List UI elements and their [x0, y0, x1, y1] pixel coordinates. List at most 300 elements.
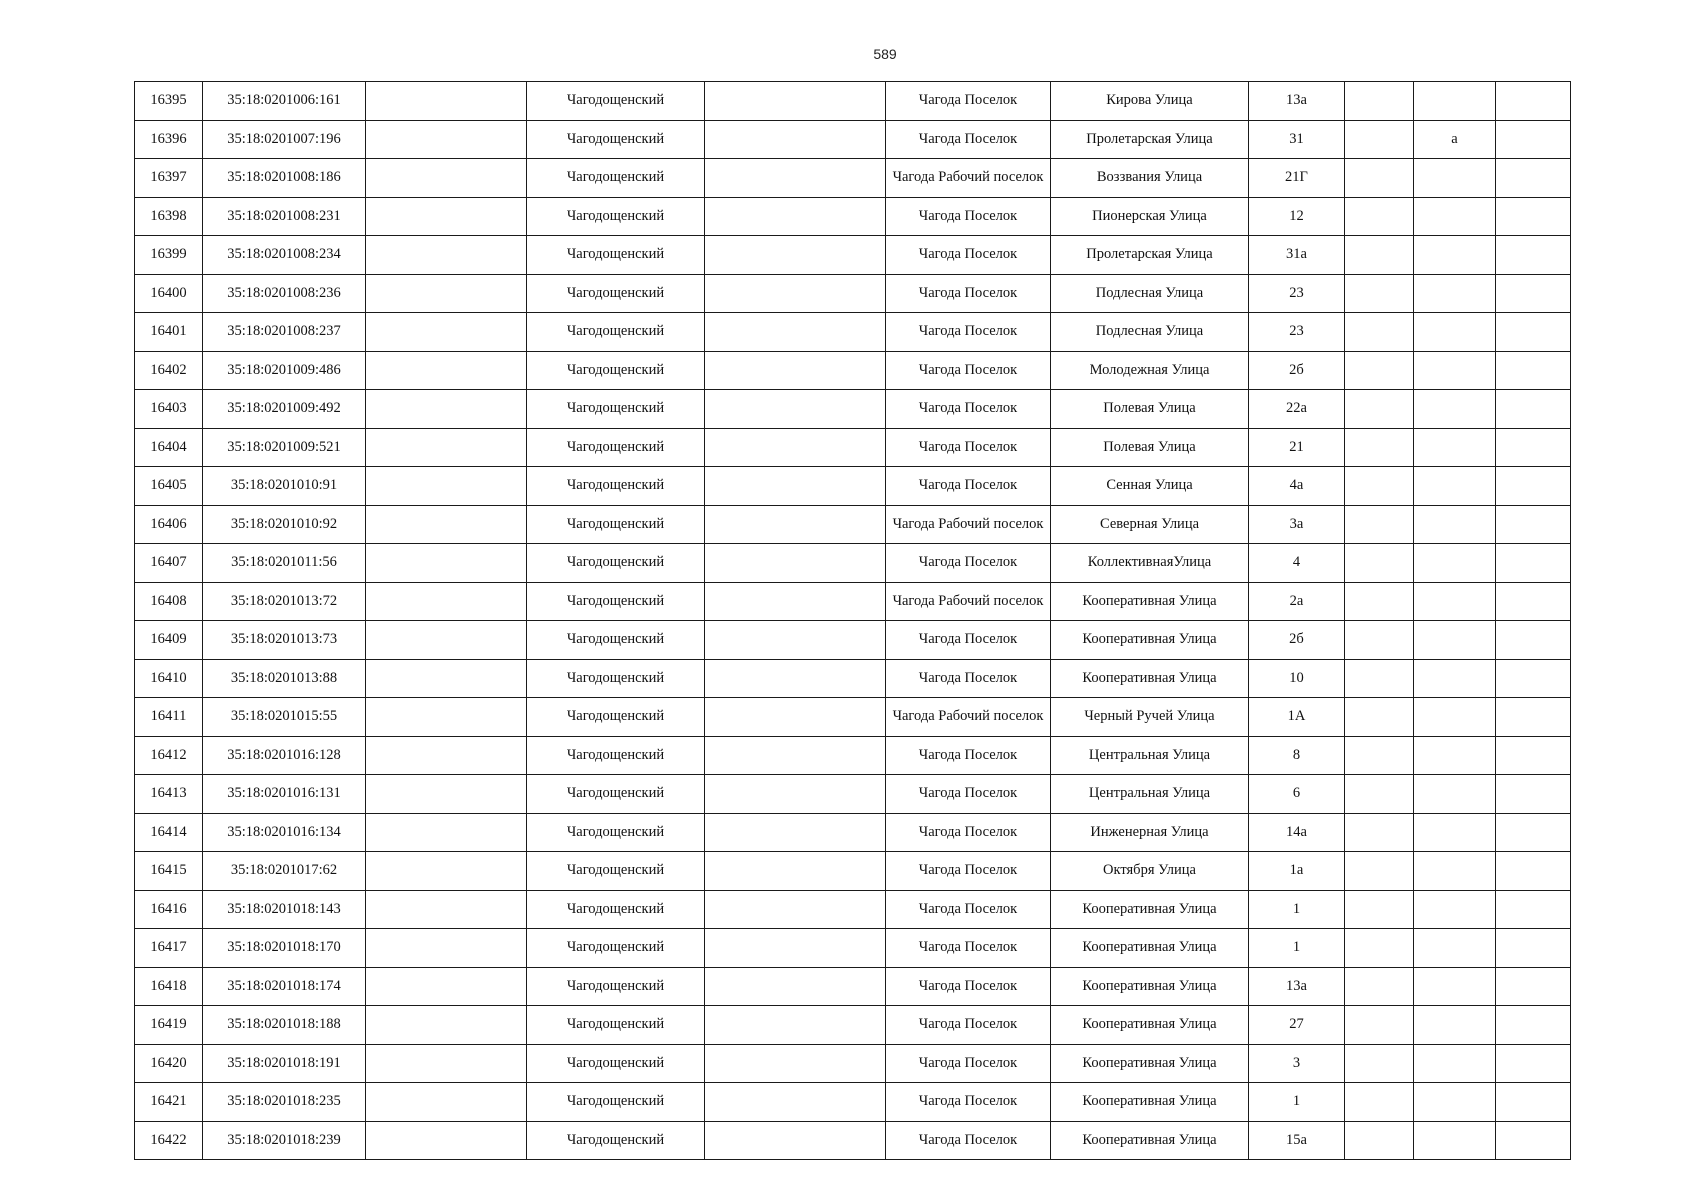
- cell-district: Чагодощенский: [527, 736, 705, 775]
- cell-street: Кооперативная Улица: [1051, 890, 1249, 929]
- cell-building-letter: [1414, 1044, 1496, 1083]
- cell-empty: [1496, 967, 1571, 1006]
- cell-district: Чагодощенский: [527, 929, 705, 968]
- cell-cadastral-number: 35:18:0201009:486: [203, 351, 366, 390]
- cell-empty: [366, 967, 527, 1006]
- cell-locality: Чагода Поселок: [886, 659, 1051, 698]
- cell-house-number: 4: [1249, 544, 1345, 583]
- cell-record-number: 16399: [135, 236, 203, 275]
- cell-empty: [366, 736, 527, 775]
- cell-empty: [705, 1006, 886, 1045]
- cell-house-number: 8: [1249, 736, 1345, 775]
- cell-locality: Чагода Поселок: [886, 1044, 1051, 1083]
- cell-empty: [705, 967, 886, 1006]
- cell-house-number: 3: [1249, 1044, 1345, 1083]
- cell-empty: [1496, 1083, 1571, 1122]
- cell-empty: [366, 313, 527, 352]
- cell-record-number: 16412: [135, 736, 203, 775]
- cell-empty: [1496, 390, 1571, 429]
- cell-building-letter: [1414, 736, 1496, 775]
- cell-empty: [366, 582, 527, 621]
- cell-record-number: 16420: [135, 1044, 203, 1083]
- table-row: [135, 1006, 1571, 1045]
- cell-building-letter: [1414, 544, 1496, 583]
- cell-district: Чагодощенский: [527, 852, 705, 891]
- cell-district: Чагодощенский: [527, 967, 705, 1006]
- cell-street: Кооперативная Улица: [1051, 967, 1249, 1006]
- cell-cadastral-number: 35:18:0201008:237: [203, 313, 366, 352]
- cell-street: Кооперативная Улица: [1051, 582, 1249, 621]
- cell-empty: [1345, 544, 1414, 583]
- table-row: [135, 428, 1571, 467]
- cell-empty: [705, 621, 886, 660]
- cell-district: Чагодощенский: [527, 82, 705, 121]
- table-row: [135, 120, 1571, 159]
- cell-empty: [1345, 967, 1414, 1006]
- cell-empty: [1496, 197, 1571, 236]
- table-row: [135, 236, 1571, 275]
- cell-empty: [1345, 236, 1414, 275]
- cell-house-number: 13а: [1249, 82, 1345, 121]
- cell-empty: [366, 428, 527, 467]
- cell-empty: [705, 313, 886, 352]
- cell-building-letter: а: [1414, 120, 1496, 159]
- cell-street: Подлесная Улица: [1051, 274, 1249, 313]
- cell-locality: Чагода Рабочий поселок: [886, 582, 1051, 621]
- cell-district: Чагодощенский: [527, 659, 705, 698]
- cell-locality: Чагода Поселок: [886, 852, 1051, 891]
- cell-district: Чагодощенский: [527, 236, 705, 275]
- cell-empty: [1496, 428, 1571, 467]
- cell-building-letter: [1414, 236, 1496, 275]
- cell-record-number: 16414: [135, 813, 203, 852]
- cell-house-number: 12: [1249, 197, 1345, 236]
- cell-district: Чагодощенский: [527, 1083, 705, 1122]
- table-row: [135, 1121, 1571, 1160]
- cell-street: Пролетарская Улица: [1051, 120, 1249, 159]
- cell-building-letter: [1414, 698, 1496, 737]
- cell-building-letter: [1414, 967, 1496, 1006]
- cell-record-number: 16410: [135, 659, 203, 698]
- table-row: [135, 775, 1571, 814]
- cell-empty: [366, 351, 527, 390]
- cell-empty: [1496, 544, 1571, 583]
- cell-empty: [366, 390, 527, 429]
- cell-empty: [366, 929, 527, 968]
- cell-record-number: 16409: [135, 621, 203, 660]
- cell-district: Чагодощенский: [527, 544, 705, 583]
- cell-cadastral-number: 35:18:0201009:521: [203, 428, 366, 467]
- cell-building-letter: [1414, 621, 1496, 660]
- cell-empty: [705, 852, 886, 891]
- cell-empty: [705, 467, 886, 506]
- cell-cadastral-number: 35:18:0201016:131: [203, 775, 366, 814]
- cell-empty: [705, 505, 886, 544]
- cell-house-number: 23: [1249, 274, 1345, 313]
- cell-street: Инженерная Улица: [1051, 813, 1249, 852]
- cell-record-number: 16397: [135, 159, 203, 198]
- cell-district: Чагодощенский: [527, 428, 705, 467]
- cell-empty: [1345, 1006, 1414, 1045]
- cell-empty: [1496, 659, 1571, 698]
- cell-building-letter: [1414, 390, 1496, 429]
- cell-street: Черный Ручей Улица: [1051, 698, 1249, 737]
- cell-street: Сенная Улица: [1051, 467, 1249, 506]
- cell-locality: Чагода Поселок: [886, 351, 1051, 390]
- cell-empty: [366, 1121, 527, 1160]
- cell-building-letter: [1414, 775, 1496, 814]
- cell-empty: [1496, 813, 1571, 852]
- table-row: [135, 1044, 1571, 1083]
- cell-empty: [1496, 775, 1571, 814]
- table-row: [135, 698, 1571, 737]
- cell-cadastral-number: 35:18:0201007:196: [203, 120, 366, 159]
- cell-empty: [705, 197, 886, 236]
- cell-locality: Чагода Рабочий поселок: [886, 505, 1051, 544]
- cell-empty: [1345, 390, 1414, 429]
- cell-cadastral-number: 35:18:0201008:186: [203, 159, 366, 198]
- cell-locality: Чагода Поселок: [886, 274, 1051, 313]
- cell-record-number: 16407: [135, 544, 203, 583]
- cell-building-letter: [1414, 659, 1496, 698]
- cell-empty: [705, 1044, 886, 1083]
- cell-locality: Чагода Поселок: [886, 890, 1051, 929]
- cell-house-number: 3а: [1249, 505, 1345, 544]
- table-row: [135, 159, 1571, 198]
- cell-record-number: 16401: [135, 313, 203, 352]
- cell-empty: [1496, 120, 1571, 159]
- cell-locality: Чагода Поселок: [886, 236, 1051, 275]
- cell-building-letter: [1414, 428, 1496, 467]
- table-row: [135, 736, 1571, 775]
- cell-empty: [366, 1006, 527, 1045]
- cell-district: Чагодощенский: [527, 621, 705, 660]
- cell-record-number: 16400: [135, 274, 203, 313]
- cell-district: Чагодощенский: [527, 313, 705, 352]
- cell-empty: [1496, 1044, 1571, 1083]
- cell-empty: [1345, 1121, 1414, 1160]
- cell-record-number: 16415: [135, 852, 203, 891]
- cell-building-letter: [1414, 467, 1496, 506]
- cell-locality: Чагода Поселок: [886, 197, 1051, 236]
- cell-empty: [366, 813, 527, 852]
- cell-empty: [1345, 890, 1414, 929]
- cell-empty: [366, 1083, 527, 1122]
- cell-house-number: 2б: [1249, 621, 1345, 660]
- cell-empty: [705, 1121, 886, 1160]
- cell-building-letter: [1414, 1121, 1496, 1160]
- cell-district: Чагодощенский: [527, 698, 705, 737]
- cell-building-letter: [1414, 197, 1496, 236]
- cell-house-number: 31а: [1249, 236, 1345, 275]
- cell-street: Пионерская Улица: [1051, 197, 1249, 236]
- cell-record-number: 16411: [135, 698, 203, 737]
- cell-record-number: 16416: [135, 890, 203, 929]
- cell-empty: [705, 659, 886, 698]
- cell-empty: [1345, 159, 1414, 198]
- cell-building-letter: [1414, 82, 1496, 121]
- cell-empty: [705, 582, 886, 621]
- cell-empty: [366, 1044, 527, 1083]
- cell-house-number: 1: [1249, 1083, 1345, 1122]
- cell-record-number: 16413: [135, 775, 203, 814]
- cell-street: Северная Улица: [1051, 505, 1249, 544]
- cell-house-number: 14а: [1249, 813, 1345, 852]
- cell-district: Чагодощенский: [527, 890, 705, 929]
- cell-house-number: 2а: [1249, 582, 1345, 621]
- cell-empty: [1496, 1006, 1571, 1045]
- cell-empty: [366, 890, 527, 929]
- cell-district: Чагодощенский: [527, 467, 705, 506]
- cell-record-number: 16402: [135, 351, 203, 390]
- cell-house-number: 1: [1249, 890, 1345, 929]
- cell-record-number: 16418: [135, 967, 203, 1006]
- cell-empty: [1345, 582, 1414, 621]
- cell-locality: Чагода Поселок: [886, 82, 1051, 121]
- table-row: [135, 852, 1571, 891]
- cell-record-number: 16406: [135, 505, 203, 544]
- table-row: [135, 813, 1571, 852]
- cell-empty: [1345, 1044, 1414, 1083]
- cell-district: Чагодощенский: [527, 813, 705, 852]
- cell-locality: Чагода Поселок: [886, 929, 1051, 968]
- cell-empty: [366, 120, 527, 159]
- cell-locality: Чагода Поселок: [886, 544, 1051, 583]
- cell-building-letter: [1414, 852, 1496, 891]
- cell-cadastral-number: 35:18:0201009:492: [203, 390, 366, 429]
- cell-house-number: 15а: [1249, 1121, 1345, 1160]
- cell-empty: [366, 775, 527, 814]
- cell-locality: Чагода Поселок: [886, 467, 1051, 506]
- cell-house-number: 6: [1249, 775, 1345, 814]
- cell-empty: [1345, 1083, 1414, 1122]
- page-number: 589: [873, 46, 897, 62]
- cell-locality: Чагода Поселок: [886, 621, 1051, 660]
- cell-street: Центральная Улица: [1051, 736, 1249, 775]
- cell-record-number: 16398: [135, 197, 203, 236]
- cell-street: Кирова Улица: [1051, 82, 1249, 121]
- cell-locality: Чагода Рабочий поселок: [886, 698, 1051, 737]
- cell-street: Центральная Улица: [1051, 775, 1249, 814]
- cell-building-letter: [1414, 582, 1496, 621]
- cell-street: Полевая Улица: [1051, 390, 1249, 429]
- cell-empty: [1345, 428, 1414, 467]
- cell-empty: [1345, 775, 1414, 814]
- cell-empty: [366, 852, 527, 891]
- cell-locality: Чагода Поселок: [886, 313, 1051, 352]
- cell-empty: [1496, 1121, 1571, 1160]
- cell-record-number: 16419: [135, 1006, 203, 1045]
- cell-cadastral-number: 35:18:0201010:92: [203, 505, 366, 544]
- cell-empty: [705, 159, 886, 198]
- cell-street: Воззвания Улица: [1051, 159, 1249, 198]
- cell-house-number: 1А: [1249, 698, 1345, 737]
- cell-empty: [1496, 505, 1571, 544]
- cell-locality: Чагода Поселок: [886, 428, 1051, 467]
- cell-empty: [366, 544, 527, 583]
- cell-street: Полевая Улица: [1051, 428, 1249, 467]
- cell-street: Кооперативная Улица: [1051, 1083, 1249, 1122]
- registry-table: [134, 81, 1571, 1160]
- cell-empty: [705, 929, 886, 968]
- cell-empty: [1345, 197, 1414, 236]
- cell-record-number: 16417: [135, 929, 203, 968]
- cell-empty: [705, 544, 886, 583]
- cell-empty: [1496, 467, 1571, 506]
- table-row: [135, 467, 1571, 506]
- cell-empty: [366, 274, 527, 313]
- table-row: [135, 351, 1571, 390]
- table-row: [135, 890, 1571, 929]
- cell-empty: [705, 428, 886, 467]
- cell-empty: [1345, 120, 1414, 159]
- cell-empty: [705, 390, 886, 429]
- cell-cadastral-number: 35:18:0201018:143: [203, 890, 366, 929]
- cell-record-number: 16408: [135, 582, 203, 621]
- registry-table-body: [135, 82, 1571, 1160]
- cell-empty: [366, 197, 527, 236]
- cell-house-number: 2б: [1249, 351, 1345, 390]
- cell-locality: Чагода Рабочий поселок: [886, 159, 1051, 198]
- cell-empty: [705, 698, 886, 737]
- cell-street: Кооперативная Улица: [1051, 1006, 1249, 1045]
- cell-empty: [1496, 159, 1571, 198]
- cell-empty: [1345, 698, 1414, 737]
- cell-empty: [1496, 313, 1571, 352]
- cell-empty: [705, 1083, 886, 1122]
- cell-locality: Чагода Поселок: [886, 813, 1051, 852]
- cell-building-letter: [1414, 159, 1496, 198]
- cell-house-number: 21: [1249, 428, 1345, 467]
- cell-building-letter: [1414, 1006, 1496, 1045]
- table-row: [135, 390, 1571, 429]
- cell-building-letter: [1414, 505, 1496, 544]
- cell-record-number: 16422: [135, 1121, 203, 1160]
- cell-building-letter: [1414, 1083, 1496, 1122]
- table-row: [135, 505, 1571, 544]
- cell-district: Чагодощенский: [527, 274, 705, 313]
- cell-district: Чагодощенский: [527, 197, 705, 236]
- cell-empty: [1345, 82, 1414, 121]
- cell-empty: [1345, 351, 1414, 390]
- cell-building-letter: [1414, 351, 1496, 390]
- cell-empty: [1496, 736, 1571, 775]
- cell-empty: [1345, 659, 1414, 698]
- cell-cadastral-number: 35:18:0201016:128: [203, 736, 366, 775]
- cell-house-number: 1: [1249, 929, 1345, 968]
- cell-locality: Чагода Поселок: [886, 1121, 1051, 1160]
- cell-cadastral-number: 35:18:0201008:236: [203, 274, 366, 313]
- cell-empty: [366, 505, 527, 544]
- cell-record-number: 16421: [135, 1083, 203, 1122]
- table-row: [135, 197, 1571, 236]
- cell-empty: [366, 159, 527, 198]
- cell-empty: [1345, 852, 1414, 891]
- cell-street: Кооперативная Улица: [1051, 621, 1249, 660]
- cell-empty: [1345, 313, 1414, 352]
- cell-cadastral-number: 35:18:0201018:191: [203, 1044, 366, 1083]
- table-row: [135, 929, 1571, 968]
- cell-empty: [1496, 274, 1571, 313]
- cell-empty: [705, 813, 886, 852]
- cell-empty: [366, 236, 527, 275]
- cell-cadastral-number: 35:18:0201018:235: [203, 1083, 366, 1122]
- cell-house-number: 13а: [1249, 967, 1345, 1006]
- cell-empty: [1496, 929, 1571, 968]
- cell-cadastral-number: 35:18:0201018:188: [203, 1006, 366, 1045]
- cell-district: Чагодощенский: [527, 1044, 705, 1083]
- cell-cadastral-number: 35:18:0201010:91: [203, 467, 366, 506]
- cell-street: КоллективнаяУлица: [1051, 544, 1249, 583]
- cell-district: Чагодощенский: [527, 351, 705, 390]
- cell-empty: [366, 698, 527, 737]
- cell-empty: [366, 467, 527, 506]
- cell-cadastral-number: 35:18:0201016:134: [203, 813, 366, 852]
- table-row: [135, 313, 1571, 352]
- cell-building-letter: [1414, 890, 1496, 929]
- cell-building-letter: [1414, 813, 1496, 852]
- cell-locality: Чагода Поселок: [886, 775, 1051, 814]
- cell-locality: Чагода Поселок: [886, 967, 1051, 1006]
- cell-locality: Чагода Поселок: [886, 390, 1051, 429]
- cell-cadastral-number: 35:18:0201013:73: [203, 621, 366, 660]
- cell-empty: [366, 659, 527, 698]
- cell-record-number: 16403: [135, 390, 203, 429]
- table-row: [135, 544, 1571, 583]
- cell-building-letter: [1414, 313, 1496, 352]
- cell-cadastral-number: 35:18:0201015:55: [203, 698, 366, 737]
- cell-empty: [705, 736, 886, 775]
- table-row: [135, 659, 1571, 698]
- cell-empty: [1496, 890, 1571, 929]
- cell-empty: [1496, 698, 1571, 737]
- cell-empty: [1496, 236, 1571, 275]
- cell-record-number: 16405: [135, 467, 203, 506]
- cell-street: Кооперативная Улица: [1051, 659, 1249, 698]
- cell-locality: Чагода Поселок: [886, 1006, 1051, 1045]
- cell-cadastral-number: 35:18:0201018:174: [203, 967, 366, 1006]
- cell-street: Кооперативная Улица: [1051, 1044, 1249, 1083]
- cell-empty: [705, 82, 886, 121]
- cell-empty: [1345, 467, 1414, 506]
- cell-cadastral-number: 35:18:0201013:72: [203, 582, 366, 621]
- cell-cadastral-number: 35:18:0201008:234: [203, 236, 366, 275]
- cell-empty: [705, 351, 886, 390]
- cell-locality: Чагода Поселок: [886, 736, 1051, 775]
- cell-street: Кооперативная Улица: [1051, 929, 1249, 968]
- cell-house-number: 1а: [1249, 852, 1345, 891]
- cell-locality: Чагода Поселок: [886, 1083, 1051, 1122]
- cell-empty: [705, 274, 886, 313]
- cell-house-number: 21Г: [1249, 159, 1345, 198]
- cell-cadastral-number: 35:18:0201013:88: [203, 659, 366, 698]
- cell-street: Молодежная Улица: [1051, 351, 1249, 390]
- cell-cadastral-number: 35:18:0201017:62: [203, 852, 366, 891]
- cell-street: Подлесная Улица: [1051, 313, 1249, 352]
- cell-house-number: 27: [1249, 1006, 1345, 1045]
- cell-empty: [1345, 736, 1414, 775]
- cell-empty: [1345, 505, 1414, 544]
- cell-empty: [705, 236, 886, 275]
- cell-district: Чагодощенский: [527, 1006, 705, 1045]
- cell-house-number: 22а: [1249, 390, 1345, 429]
- cell-cadastral-number: 35:18:0201018:170: [203, 929, 366, 968]
- cell-cadastral-number: 35:18:0201006:161: [203, 82, 366, 121]
- cell-locality: Чагода Поселок: [886, 120, 1051, 159]
- cell-house-number: 23: [1249, 313, 1345, 352]
- cell-street: Кооперативная Улица: [1051, 1121, 1249, 1160]
- cell-district: Чагодощенский: [527, 120, 705, 159]
